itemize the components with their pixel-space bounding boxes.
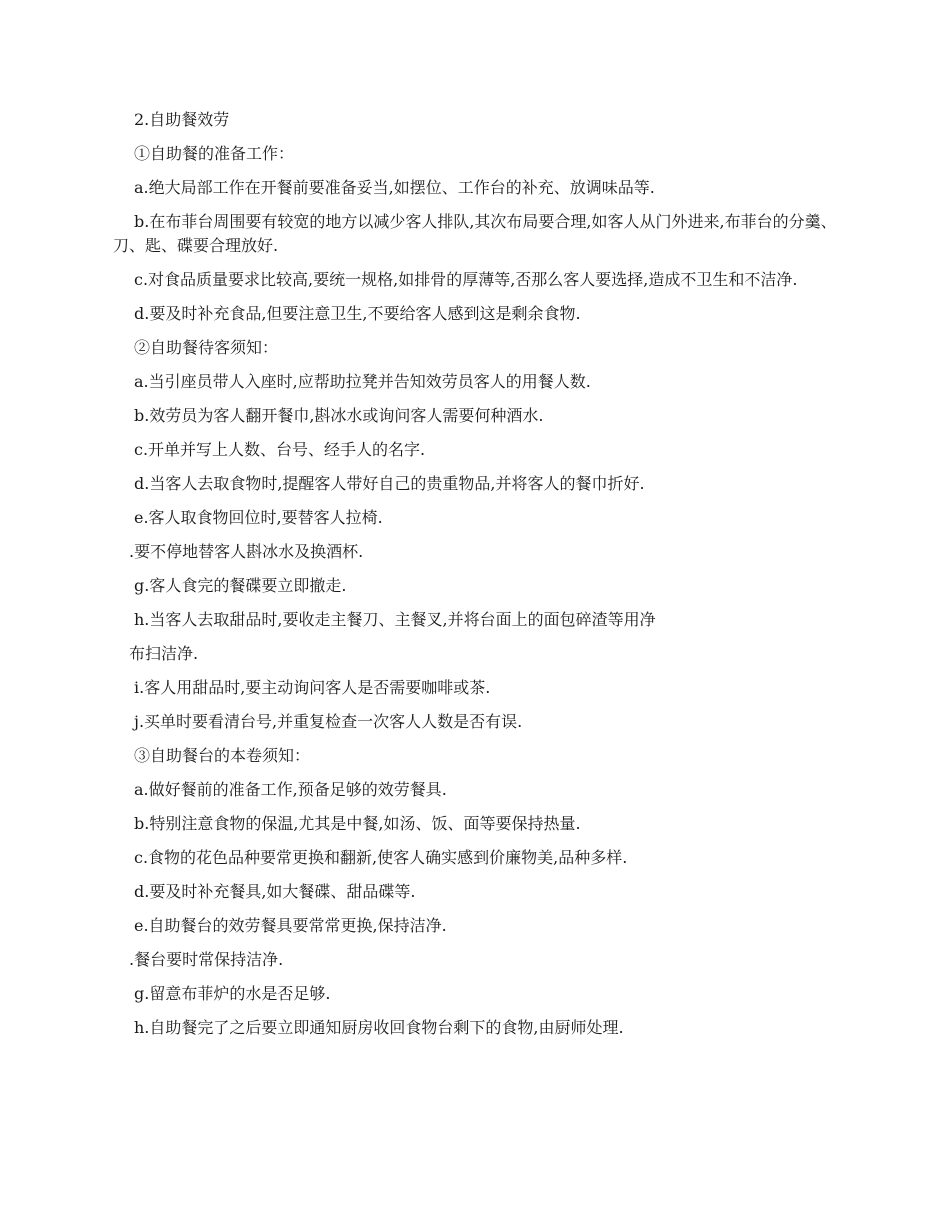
paragraph: e.客人取食物回位时,要替客人拉椅. bbox=[134, 508, 383, 527]
paragraph: .餐台要时常保持洁净. bbox=[129, 950, 284, 969]
subsection-heading: ③自助餐台的本卷须知： bbox=[134, 746, 311, 765]
paragraph: g.客人食完的餐碟要立即撤走. bbox=[134, 576, 347, 595]
paragraph: a.当引座员带人入座时,应帮助拉凳并告知效劳员客人的用餐人数. bbox=[134, 372, 591, 391]
paragraph: b.特别注意食物的保温,尤其是中餐,如汤、饭、面等要保持热量. bbox=[134, 814, 581, 833]
section-heading: 2.自助餐效劳 bbox=[134, 110, 230, 129]
paragraph: h.自助餐完了之后要立即通知厨房收回食物台剩下的食物,由厨师处理. bbox=[134, 1018, 624, 1037]
subsection-heading: ①自助餐的准备工作： bbox=[134, 144, 295, 163]
paragraph: c.食物的花色品种要常更换和翻新,使客人确实感到价廉物美,品种多样. bbox=[134, 848, 628, 867]
paragraph: h.当客人去取甜品时,要收走主餐刀、主餐叉,并将台面上的面包碎渣等用净 bbox=[134, 610, 656, 629]
paragraph: j.买单时要看清台号,并重复检查一次客人人数是否有误. bbox=[134, 712, 523, 731]
paragraph: c.开单并写上人数、台号、经手人的名字. bbox=[134, 440, 426, 459]
paragraph: d.要及时补充餐具,如大餐碟、甜品碟等. bbox=[134, 882, 416, 901]
paragraph: d.要及时补充食品,但要注意卫生,不要给客人感到这是剩余食物. bbox=[134, 304, 581, 323]
paragraph-continuation: 布扫洁净. bbox=[129, 644, 199, 663]
paragraph: a.做好餐前的准备工作,预备足够的效劳餐具. bbox=[134, 780, 447, 799]
paragraph: a.绝大局部工作在开餐前要准备妥当,如摆位、工作台的补充、放调味品等. bbox=[134, 178, 655, 197]
paragraph: b.效劳员为客人翻开餐巾,斟冰水或询问客人需要何种酒水. bbox=[134, 406, 544, 425]
paragraph: .要不停地替客人斟冰水及换酒杯. bbox=[129, 542, 364, 561]
document-body bbox=[113, 108, 843, 1050]
paragraph: c.对食品质量要求比较高,要统一规格,如排骨的厚薄等,否那么客人要选择,造成不卫生和不洁净. bbox=[134, 270, 798, 289]
paragraph: b.在布菲台周围要有较宽的地方以减少客人排队,其次布局要合理,如客人从门外进来,布菲台的分羹、刀、匙、碟要合理放好. bbox=[113, 212, 837, 255]
paragraph: i.客人用甜品时,要主动询问客人是否需要咖啡或茶. bbox=[134, 678, 491, 697]
subsection-heading: ②自助餐待客须知： bbox=[134, 338, 279, 357]
paragraph: d.当客人去取食物时,提醒客人带好自己的贵重物品,并将客人的餐巾折好. bbox=[134, 474, 645, 493]
paragraph: e.自助餐台的效劳餐具要常常更换,保持洁净. bbox=[134, 916, 447, 935]
paragraph: g.留意布菲炉的水是否足够. bbox=[134, 984, 331, 1003]
